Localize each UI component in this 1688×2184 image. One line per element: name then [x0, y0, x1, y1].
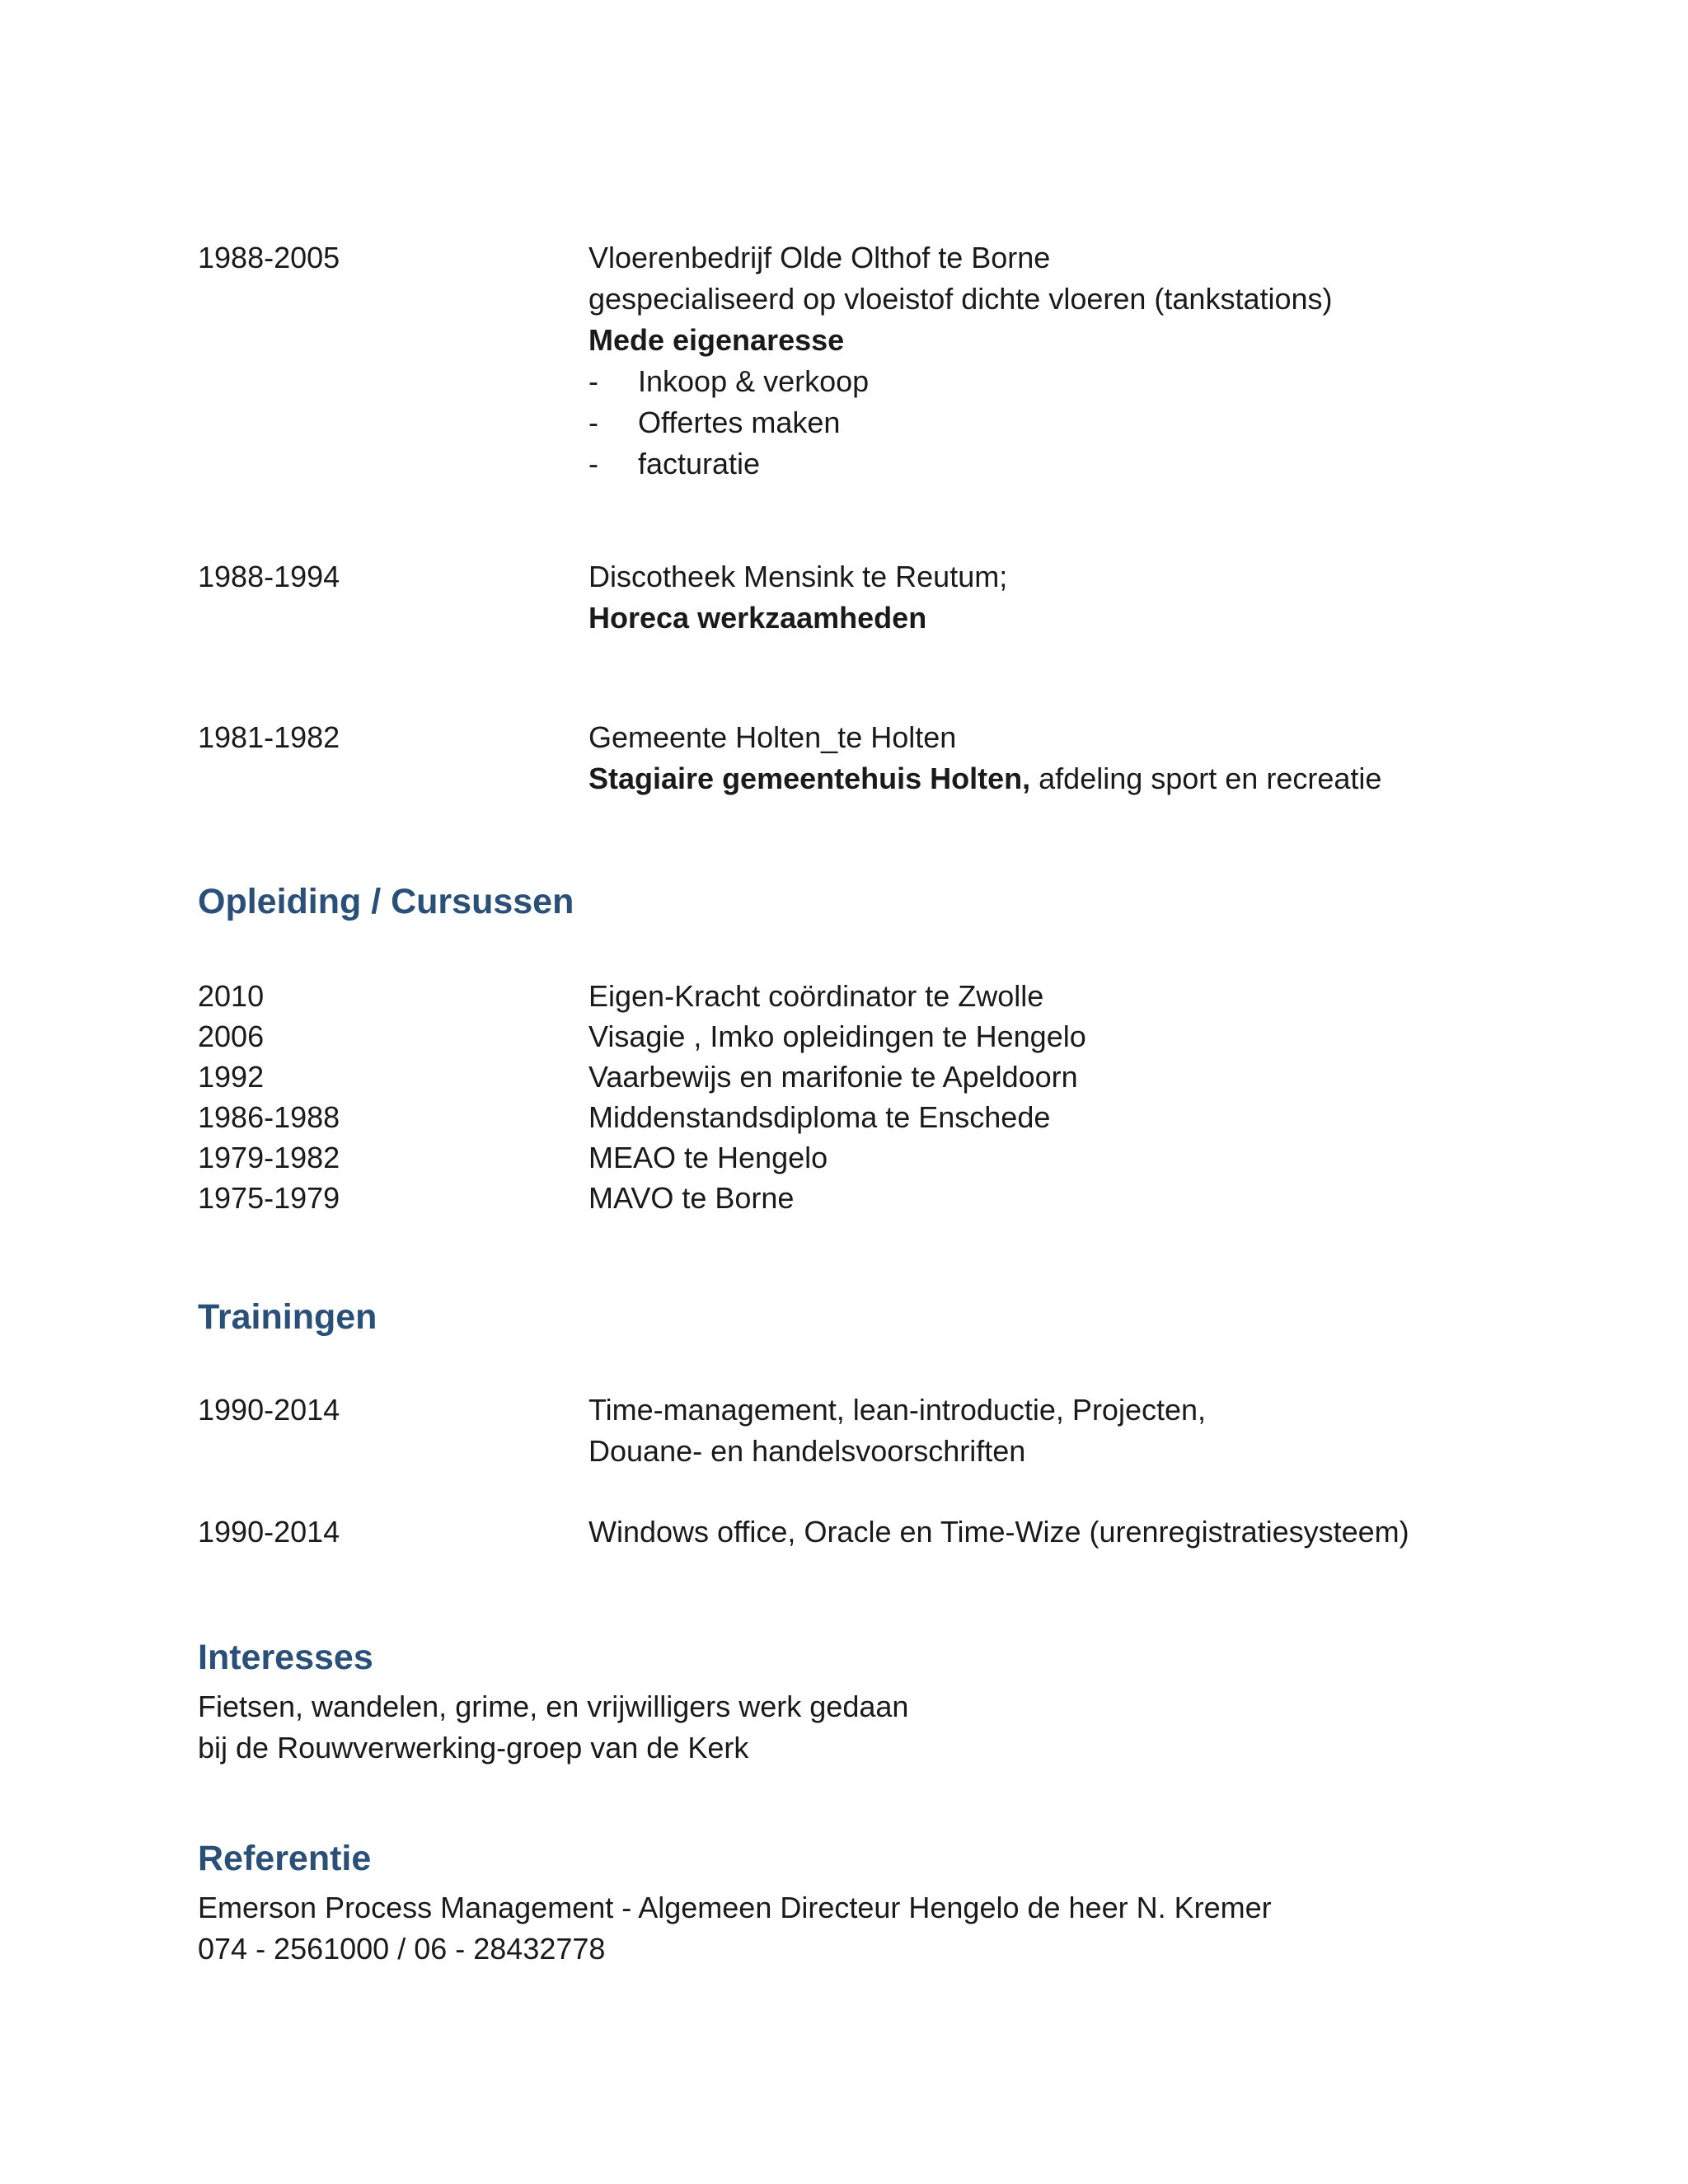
education-period: 2010 [198, 979, 265, 1013]
reference-heading: Referentie [198, 1839, 372, 1878]
education-text: Vaarbewijs en marifonie te Apeldoorn [588, 1060, 1078, 1094]
reference-line: Emerson Process Management - Algemeen Directeur Hengelo de heer N. Kremer [198, 1891, 1272, 1924]
education-item [198, 1097, 1566, 1137]
employer-line: Vloerenbedrijf Olde Olthof te Borne [588, 241, 1051, 274]
employer-line: Gemeente Holten_te Holten [588, 720, 957, 754]
experience-details [588, 237, 1578, 485]
task-item: - facturatie [588, 443, 1578, 485]
interests-heading: Interesses [198, 1638, 373, 1677]
education-period: 1992 [198, 1060, 265, 1094]
experience-period: 1988-2005 [198, 241, 340, 274]
training-line: Time-management, lean-introductie, Projecten, [588, 1393, 1207, 1427]
education-list [198, 976, 1566, 1218]
reference-phone: 074 - 2561000 / 06 - 28432778 [198, 1932, 606, 1966]
job-role: Horeca werkzaamheden [588, 601, 927, 635]
interests-line: Fietsen, wandelen, grime, en vrijwilligers werk gedaan [198, 1690, 909, 1723]
education-period: 1979-1982 [198, 1141, 340, 1174]
job-role-line [588, 758, 1578, 799]
experience-period: 1981-1982 [198, 720, 340, 754]
education-period: 1975-1979 [198, 1181, 340, 1215]
experience-period: 1988-1994 [198, 560, 340, 593]
training-period: 1990-2014 [198, 1515, 340, 1549]
education-period: 1986-1988 [198, 1100, 340, 1134]
experience-details [588, 556, 1578, 639]
interests-line: bij de Rouwverwerking-groep van de Kerk [198, 1731, 749, 1765]
education-text: Middenstandsdiploma te Enschede [588, 1100, 1051, 1134]
education-heading: Opleiding / Cursussen [198, 882, 574, 921]
training-details [588, 1390, 1578, 1472]
job-role-suffix: afdeling sport en recreatie [1030, 762, 1382, 795]
employer-description: gespecialiseerd op vloeistof dichte vloeren (tankstations) [588, 282, 1333, 316]
education-item [198, 1178, 1566, 1218]
education-text: MAVO te Borne [588, 1181, 795, 1215]
education-text: MEAO te Hengelo [588, 1141, 828, 1174]
education-item [198, 1137, 1566, 1178]
task-item: - Inkoop & verkoop [588, 361, 1578, 402]
trainings-heading: Trainingen [198, 1297, 377, 1337]
training-line: Windows office, Oracle en Time-Wize (urenregistratiesysteem) [588, 1515, 1409, 1549]
training-line: Douane- en handelsvoorschriften [588, 1434, 1026, 1468]
task-item: - Offertes maken [588, 402, 1578, 443]
job-role: Mede eigenaresse [588, 323, 845, 357]
education-text: Eigen-Kracht coördinator te Zwolle [588, 979, 1044, 1013]
experience-details [588, 717, 1578, 799]
education-text: Visagie , Imko opleidingen te Hengelo [588, 1019, 1086, 1053]
job-role: Stagiaire gemeentehuis Holten, [588, 762, 1031, 795]
reference-text [198, 1887, 1272, 1970]
interests-text [198, 1686, 908, 1769]
education-item [198, 976, 1566, 1016]
employer-line: Discotheek Mensink te Reutum; [588, 560, 1008, 593]
education-item [198, 1057, 1566, 1097]
education-period: 2006 [198, 1019, 265, 1053]
education-item [198, 1016, 1566, 1057]
training-period: 1990-2014 [198, 1393, 340, 1427]
training-details [588, 1511, 1578, 1553]
